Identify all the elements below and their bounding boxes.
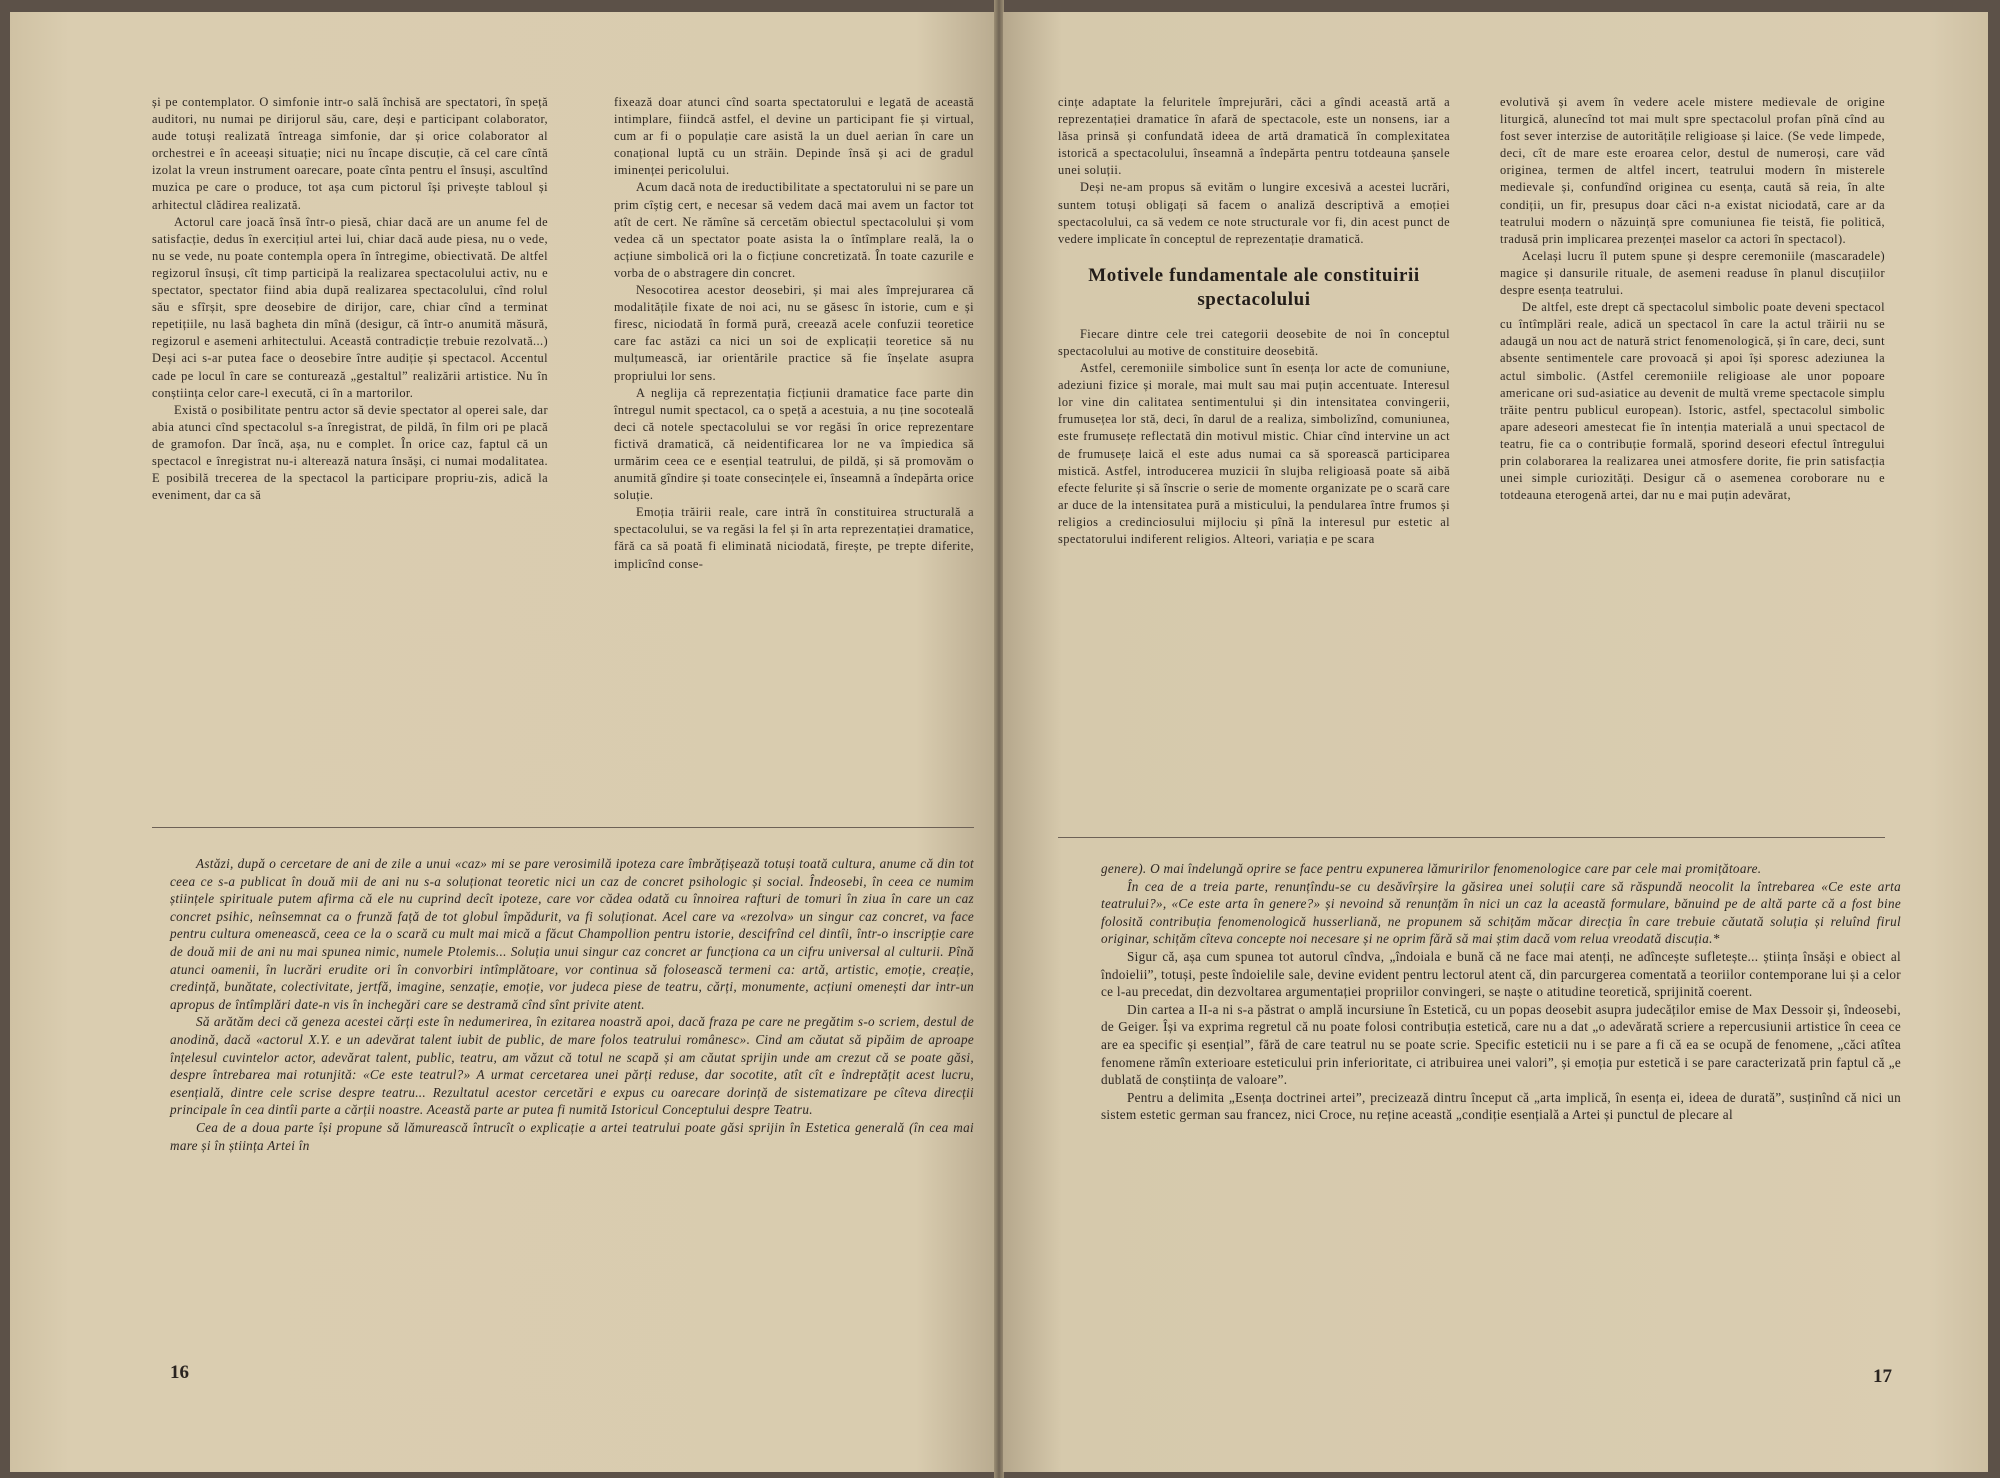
right-footnote [1101,860,1901,1124]
paragraph: Deși ne-am propus să evităm o lungire excesivă a acestei lucrări, suntem totuși obligați să facem o analiză descriptivă a emoției spectacolului, ca să vedem ce note structurale vor fi, din acest punct de vedere implicate în conceptul de reprezentație dramatică. [1058,180,1450,246]
right-page [1003,12,1988,1472]
left-column-1 [152,94,548,504]
paragraph: Acum dacă nota de ireductibilitate a spectatorului ni se pare un prim cîștig cert, e necesar să vedem dacă mai avem un factor tot atît de cert. Ne rămîne să cercetăm obiectul spectacolului și vom vedea că un spectator poate asista la o întîmplare reală, la o acțiune simbolică ori la o ficțiune concretizată. În toate cazurile e vorba de o abstragere din concret. [614,180,974,280]
paragraph: A neglija că reprezentația ficțiunii dramatice face parte din întregul numit spectacol, ca o speță a acestuia, a nu ține socoteală deci că notele spectacolului se vor regăsi în orice reprezentare fictivă dramatică, că neidentificarea lor ne va împiedica să urmărim ceea ce e esențial teatrului, de pildă, și să promovăm o anumită gîndire și toate consecințele ei, înseamnă a îndepărta orice soluție. [614,385,974,503]
paragraph: Emoția trăirii reale, care intră în constituirea structurală a spectacolului, se va regăsi la fel și în arta reprezentației dramatice, fără ca să poată fi eliminată niciodată, firește, pe trepte diferite, implicînd conse- [614,505,974,571]
paragraph: Există o posibilitate pentru actor să devie spectator al operei sale, dar abia atunci cînd spectacolul s-a înregistrat, de pildă, în film ori pe placă de gramofon. Dar încă, așa, nu e complet. În orice caz, faptul că un spectacol e înregistrat nu-i alterează natura însăși, ci numai modalitatea. E posibilă trecerea de la spectacol la participare propriu-zis, adică la eveniment, dar ca să [152,402,548,503]
paragraph: Nesocotirea acestor deosebiri, și mai ales împrejurarea că modalitățile fixate de noi aci, nu se găsesc în istorie, cum e și firesc, niciodată în formă pură, creează acele confuzii teoretice care fac astăzi ca nici un soi de explicații teoretice să nu mulțumească, iar orientările practice să fie înșelate asupra propriului lor sens. [614,283,974,383]
section-heading: Motivele fundamentale ale constituirii spectacolului [1088,264,1420,310]
paragraph: Același lucru îl putem spune și despre ceremoniile (mascaradele) magice și dansurile rituale, de asemeni readuse în planul discuțiilor despre esența teatrului. [1500,248,1885,298]
footnote-paragraph: genere). O mai îndelungă oprire se face pentru expunerea lămuririlor fenomenologice care par cele mai promițătoare. [1101,861,1762,876]
footnote-paragraph: Sigur că, așa cum spunea tot autorul cîndva, „îndoiala e bună că ne face mai atenți, ne adîncește sufletește... știința însăși e obiect al îndoielii”, totuși, peste îndoielile sale, devine evident pentru lectorul atent că, din parcurgerea comentată a teoriilor contemporane lui și a celor ce l-au precedat, din dezvoltarea argumentației propriilor convingeri, se naște o atitudine teoretică, sprijinită coerent. [1101,948,1901,1000]
right-column-2 [1500,94,1885,504]
paragraph: De altfel, este drept că spectacolul simbolic poate deveni spectacol cu întîmplări reale, adică un spectacol în care la actul trăirii nu se adaugă un nou act de natură strict fenomenologică, și în care, deci, sunt absente sentimentele care provoacă și apoi își sporesc adeziunea la actul simbolic. (Astfel ceremoniile religioase ale unor popoare americane ori sud-asiatice au devenit de multă vreme spectacole simplu trăite pentru publicul european). Istoric, astfel, spectacolul simbolic apare adeseori amestecat fie în intenția materială a unui spectacol de teatru, fie ca o contribuție formală, sporind deseori efectul întregului prin colaborarea la realizarea unei atmosfere dorite, fie prin satisfacția unei simple curiozități. Desigur că o asemenea coroborare nu e totdeauna eterogenă artei, dar nu e mai puțin adevărat, [1500,300,1885,503]
paragraph: Astfel, ceremoniile simbolice sunt în esența lor acte de comuniune, adeziuni fizice și morale, mai mult sau mai puțin accentuate. Interesul lor vine din calitatea sentimentului și din intensitatea convingerii, frumusețea lor stă, deci, în darul de a realiza, simbolizînd, comuniunea, este frumusețe reflectată din motivul mistic. Chiar cînd intervine un act de frumusețe laică el este adus numai ca să sporească participarea mistică. Astfel, introducerea muzicii în slujba religioasă poate să aibă efecte felurite și să înscrie o serie de momente organizate pe o scară care ar duce de la intensitatea pură a misticului, la pendularea între frumos și religios a credinciosului mijlociu și pînă la interesul pur estetic al spectatorului indiferent religios. Alteori, variația e pe scara [1058,361,1450,546]
left-footnote [170,855,974,1154]
left-page [10,12,995,1472]
footnote-paragraph: Pentru a delimita „Esența doctrinei artei”, precizează dintru început că „arta implică, în esența ei, ideea de durată”, susținînd că nici un sistem estetic german sau francez, nici Croce, nu reține această „condiție esențială a Artei și punctul de plecare al [1101,1089,1901,1123]
footnote-divider [1058,837,1885,838]
paragraph: Actorul care joacă însă într-o piesă, chiar dacă are un anume fel de satisfacție, dedus în exercițiul artei lui, chiar dacă aude piesa, nu o vede, nu se vede, nu poate contempla opera în întregime, obiectivată. De altfel regizorul însuși, cît timp participă la realizarea spectacolului activ, nu e spectator, spectator fiind abia după realizarea spectacolului, cînd rolul său e sfîrșit, spre deosebire de dirijor, care, chiar cînd a terminat repetițiile, nu lasă bagheta din mînă (desigur, că într-o anumită măsură, regizorul e asemeni arhitectului. Această contradicție trebuie rezolvată...) Deși aci s-ar putea face o deosebire între audiție și spectacol. Accentul cade pe locul în care se conturează „gestaltul” realizării artistice. Nu în conștiința celor care-l execută, ci în a martorilor. [152,214,548,400]
footnote-paragraph: Cea de a doua parte își propune să lămurească întrucît o explicație a artei teatrului poate găsi sprijin în Estetica generală (în cea mai mare și în știința Artei în [170,1119,974,1153]
paragraph: Fiecare dintre cele trei categorii deosebite de noi în conceptul spectacolului au motive de constituire deosebită. [1058,326,1450,358]
left-column-2 [614,94,974,573]
right-column-1 [1058,94,1450,548]
footnote-paragraph: Din cartea a II-a ni s-a păstrat o amplă incursiune în Estetică, cu un popas deosebit asupra judecăților emise de Max Dessoir și, îndeosebi, de Geiger. Își va exprima regretul că nu poate folosi contribuția estetică, care nu a dat „o adevărată scriere a repercusiunii artistice în ceea ce are ea specific și esențial”, fără de care teatrul nu se poate scrie. Specific esteticii nu i se pare a fi că ea se ocupă de fenomene, „căci atîtea fenomene rămîn exterioare esteticului prin inferioritate, ci atribuirea unei valori”, și emoția pur estetică i se pare caracterizată prin faptul că „e dublată de conștiința de valoare”. [1101,1001,1901,1088]
footnote-paragraph: În cea de a treia parte, renunțîndu-se cu desăvîrșire la găsirea unei soluții care să răspundă neocolit la întrebarea «Ce este arta teatrului?», «Ce este arta în genere?» și nevoind să renunțăm în nici un caz la această formulare, bănuind pe de altă parte că a fost bine folosită contribuția fenomenologică husserliană, ne propunem să schițăm măcar direcția în care trebuie căutată soluția și reluînd firul originar, schițăm cîteva concepte noi necesare și ne oprim fără să mai știm dacă vom relua vreodată discuția.* [1101,878,1901,947]
paragraph: fixează doar atunci cînd soarta spectatorului e legată de această intimplare, fiindcă astfel, el devine un participant fie și virtual, cum ar fi o populație care asistă la un duel aerian în care un conațional luptă cu un străin. Depinde însă și aci de gradul iminenței pericolului. [614,95,974,178]
page-number: 16 [170,1362,189,1383]
paragraph: cințe adaptate la feluritele împrejurări, căci a gîndi această artă a reprezentației dramatice în afară de spectacole, este un nonsens, iar a lăsa prinsă și confundată ideea de artă dramatică în complexitatea istorică a spectacolului, înseamnă a îndepărta pentru totdeauna șansele unei soluții. [1058,95,1450,178]
paragraph: evolutivă și avem în vedere acele mistere medievale de origine liturgică, alunecînd tot mai mult spre spectacolul profan pînă cînd au fost sever interzise de autoritățile religioase și laice. (Se vede limpede, deci, cît de mare este eroarea celor, destul de numeroși, care văd originea, termen de altfel incert, teatrului modern în misterele medievale și, confundînd originea cu esența, caută să reia, în alte condiții, un fir, presupus doar căci n-a existat niciodată, care ar da teatrului modern o năzuință spre comuniunea fie teistă, fie politică, tradusă prin implicarea prezenței maselor ca actori în spectacol). [1500,95,1885,246]
paragraph: și pe contemplator. O simfonie intr-o sală închisă are spectatori, în speță auditori, nu numai pe dirijorul său, care, deși e participant colaborator, aude totuși realizată întreaga simfonie, dar și orice colaborator al orchestrei e în aceeași situație; nici nu încape discuție, că cel care cîntă izolat la vreun instrument oarecare, poate cînta pentru el însuși, ascultînd muzica pe care o produce, tot așa cum pictorul își privește tabloul și arhitectul clădirea realizată. [152,95,548,212]
footnote-divider [152,827,974,828]
page-number: 17 [1873,1366,1892,1387]
footnote-paragraph: Să arătăm deci că geneza acestei cărți este în nedumerirea, în ezitarea noastră apoi, dacă fraza pe care ne pregătim s-o scriem, destul de anodină, dacă «actorul X.Y. e un adevărat talent iubit de public, de mare folos teatrului românesc». Cind am căutat să pipăim de aproape înțelesul cuvintelor actor, adevărat talent, public, teatru, am văzut că totul ne scapă și am căutat sprijin unde am crezut că se poate găsi, despre întrebarea mai rotunjită: «Ce este teatrul?» A urmat cercetarea unei părți reduse, dar socotite, atît cît e îndreptățit acest lucru, esențială, dintre cele scrise despre teatru... Rezultatul acestor cercetări e expus cu oarecare dorință de sistematizare pe cîteva direcții principale în cea dintîi parte a cărții noastre. Această parte ar putea fi numită Istoricul Conceptului despre Teatru. [170,1014,974,1118]
footnote-paragraph: Astăzi, după o cercetare de ani de zile a unui «caz» mi se pare verosimilă ipoteza care îmbrățișează totuși toată cultura, anume că din tot ceea ce s-a publicat în două mii de ani nu s-a soluționat teoretic nici un caz de concret psihologic și social. Îndeosebi, în ceea ce numim științele spirituale putem afirma că ele nu cuprind decît ipoteze, care vor cădea odată cu înnoirea rafturi de tomuri în ziua în care un caz concret psihic, neînsemnat ca o frunză față de tot globul împădurit, va fi soluționat. Acel care va «rezolva» un singur caz concret, va face pentru cultura omenească, ceea ce la o scară cu mult mai mică a făcut Champollion pentru istorie, descifrînd cel dintîi, într-o inscripție care de două mii de ani nu mai spunea nimic, numele Ptolemis... Soluția unui singur caz concret ar funcționa ca un cifru universal al culturii. Pînă atunci oamenii, în lucrări erudite ori în convorbiri intîmplătoare, vor continua să folosească termeni ca: artă, artistic, emoție, creație, credință, bunătate, colectivitate, jertfă, imagine, senzație, emoție, vor judeca piese de teatru, cărți, monumente, acțiuni omenești dar intr-un apropus de întîmplări date-n vis în inchegări care se destramă cînd sînt privite atent. [170,856,974,1012]
